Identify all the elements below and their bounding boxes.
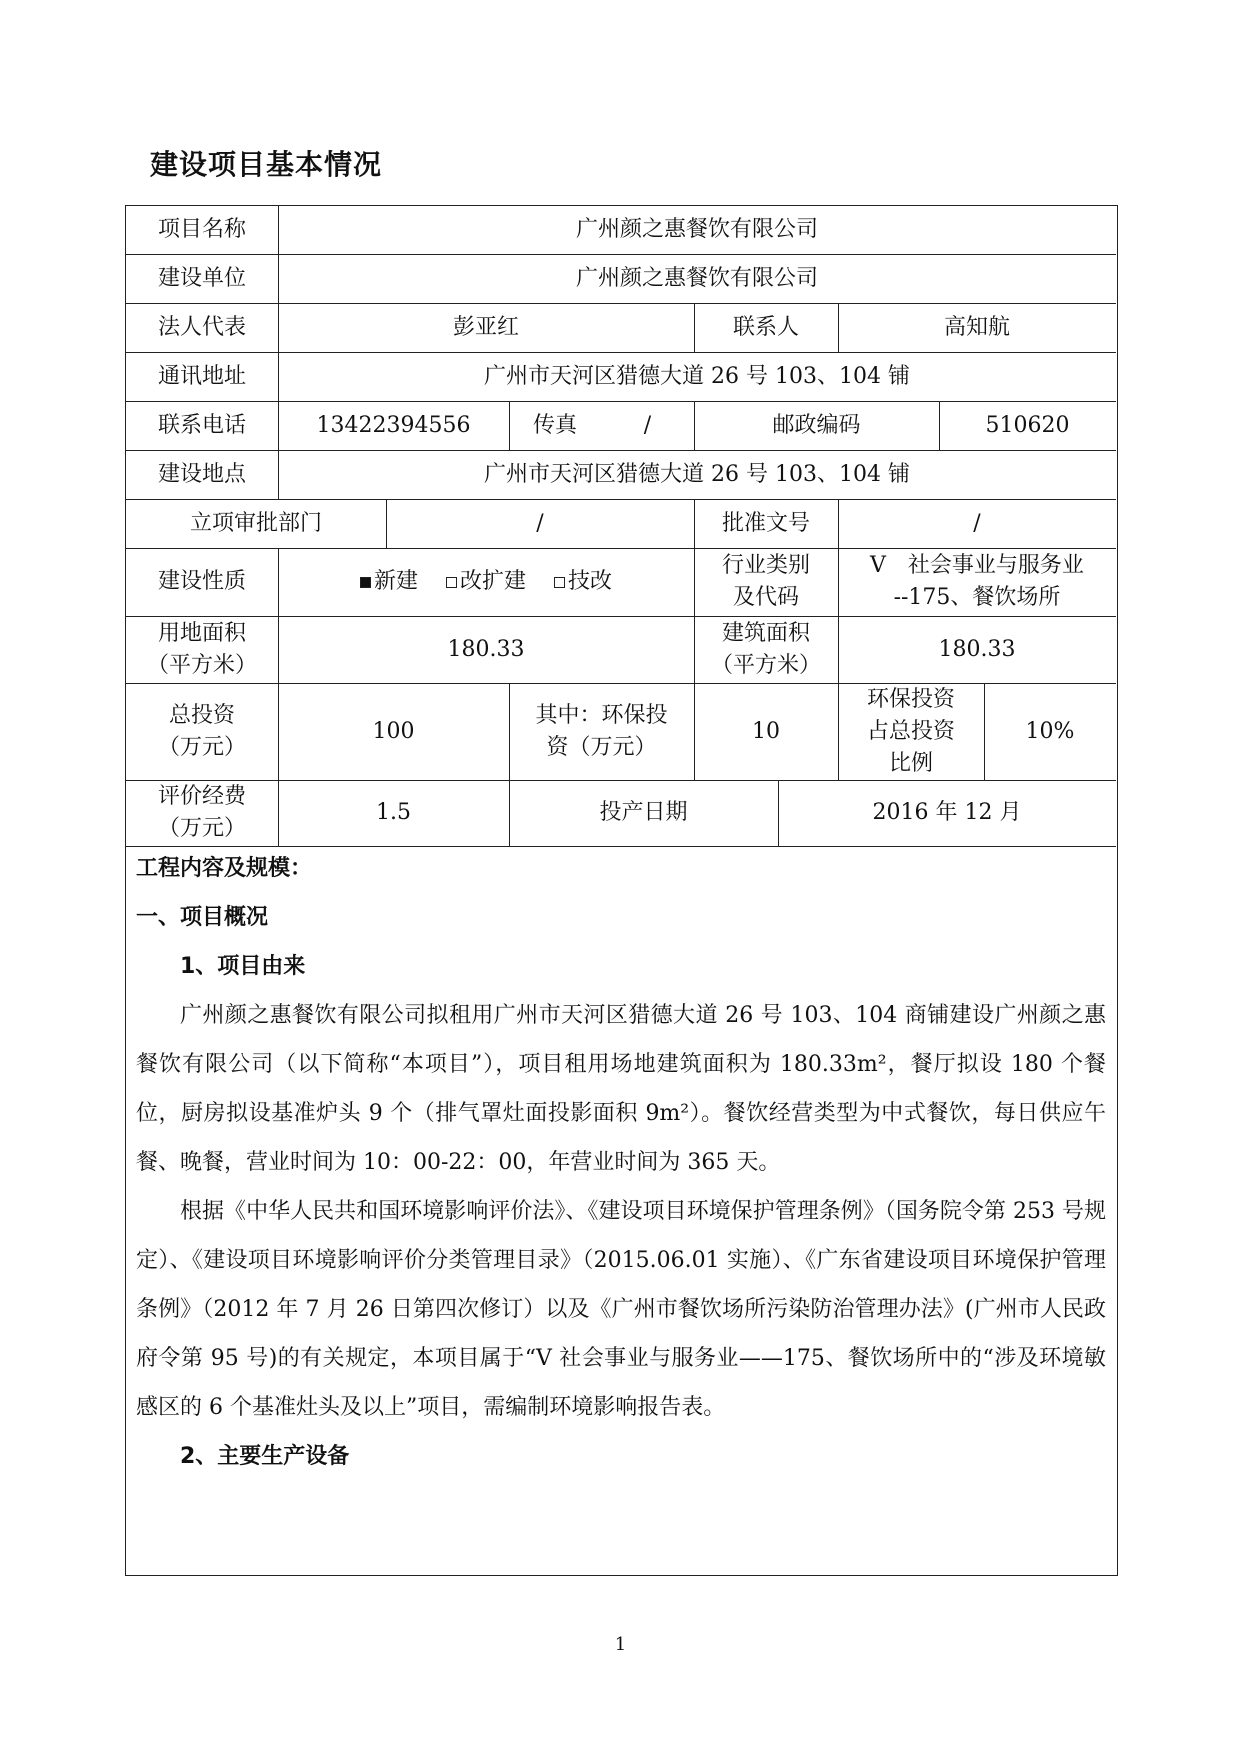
fax-label: 传真 [532,412,577,438]
subsection-heading: 2、主要生产设备 [180,1444,350,1469]
builder-label: 建设单位 [157,265,246,291]
invest-label: 总投资 （万元） [157,702,246,760]
industry-label: 行业类别 及代码 [721,553,810,610]
legal-rep: 彭亚红 [452,314,519,340]
phone-label: 联系电话 [157,412,246,438]
build-area-label: 建筑面积 （平方米） [710,620,821,678]
build-area: 180.33 [938,636,1016,662]
land-area-label: 用地面积 （平方米） [146,620,257,678]
checkbox-checked-icon [360,577,371,588]
industry: V 社会事业与服务业 --175、餐饮场所 [870,553,1084,610]
fax: / [643,412,652,438]
paragraph: 根据《中华人民共和国环境影响评价法》、《建设项目环境保护管理条例》（国务院令第 253 号规定）、《建设项目环境影响评价分类管理目录》（2015.06.01 实施）、《广东省建设项目环境保护管理条例》（2012 年 7 月 26 日第四次修订）以及《广州市餐饮场所污染防治管理办法》(广州市人民政府令第 95 号)的有关规定，本项目属于“V 社会事业与服务业——175、餐饮场所中的“涉及环境敏感区的 6 个基准灶头及以上”项目，需编制环境影响报告表。 [136,1199,1106,1420]
nature-option-expand: 改扩建 [446,566,526,598]
nature-label: 建设性质 [157,569,246,594]
nature-options [278,548,694,616]
address: 广州市天河区猎德大道 26 号 103、104 铺 [484,363,910,389]
approval-dept-label: 立项审批部门 [189,510,322,536]
postcode: 510620 [985,412,1070,438]
page-title: 建设项目基本情况 [150,148,383,181]
site-label: 建设地点 [157,461,246,487]
approval-dept: / [536,510,544,536]
builder: 广州颜之惠餐饮有限公司 [575,265,818,291]
phone: 13422394556 [316,412,471,438]
project-name-label: 项目名称 [157,217,246,242]
page-number: 1 [614,1634,627,1655]
eval-fee-label: 评价经费 （万元） [157,784,246,841]
checkbox-unchecked-icon [554,577,565,588]
contact: 高知航 [943,314,1010,340]
scope-heading: 工程内容及规模： [136,856,313,881]
approval-no: / [973,510,981,536]
contact-label: 联系人 [732,314,799,340]
site: 广州市天河区猎德大道 26 号 103、104 铺 [484,461,910,487]
env-invest: 10 [752,718,780,744]
eval-fee: 1.5 [376,800,411,825]
legal-rep-label: 法人代表 [157,314,246,340]
paragraph: 广州颜之惠餐饮有限公司拟租用广州市天河区猎德大道 26 号 103、104 商铺建设广州颜之惠餐饮有限公司（以下简称“本项目”），项目租用场地建筑面积为 180.33m²，餐厅拟设 180 个餐位，厨房拟设基准炉头 9 个（排气罩灶面投影面积 9m²）。餐饮经营类型为中式餐饮，每日供应午餐、晚餐，营业时间为 10：00-22：00，年营业时间为 365 天。 [136,1003,1106,1175]
checkbox-unchecked-icon [446,577,457,588]
section-heading: 一、项目概况 [136,905,269,930]
content-section [136,844,1106,1481]
address-label: 通讯地址 [157,363,246,389]
subsection-heading: 1、项目由来 [180,954,306,979]
postcode-label: 邮政编码 [772,412,861,438]
invest: 100 [372,718,415,744]
nature-option-upgrade: 技改 [554,566,612,598]
land-area: 180.33 [447,636,525,662]
env-invest-label: 其中：环保投 资（万元） [535,702,668,760]
project-name: 广州颜之惠餐饮有限公司 [575,217,818,242]
env-ratio-label: 环保投资 占总投资 比例 [866,686,955,776]
start-date: 2016 年 12 月 [872,800,1022,825]
nature-option-new: 新建 [360,566,418,598]
env-ratio: 10% [1025,718,1075,744]
start-date-label: 投产日期 [599,800,688,825]
approval-no-label: 批准文号 [721,510,810,536]
